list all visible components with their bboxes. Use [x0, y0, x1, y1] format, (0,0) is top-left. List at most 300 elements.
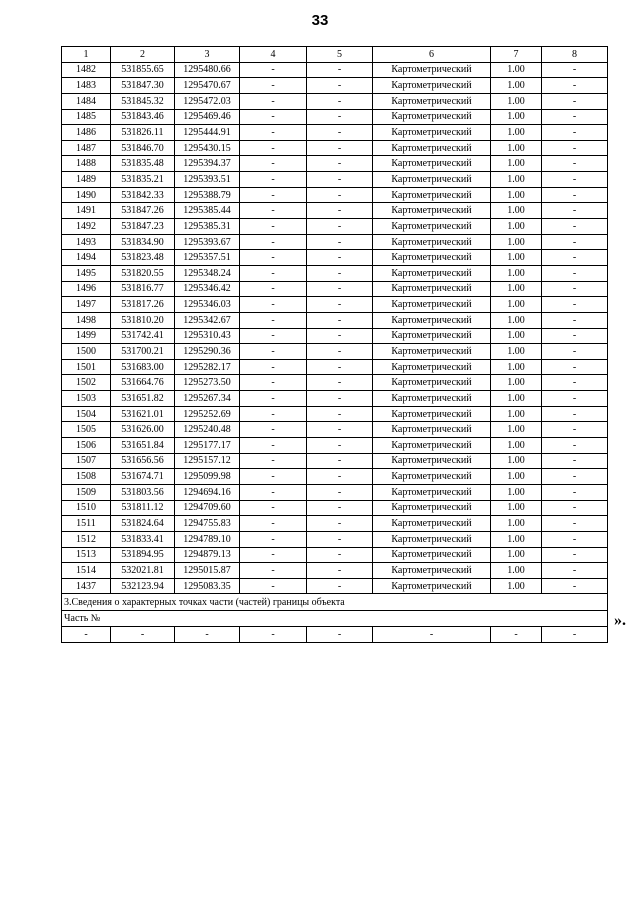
table-cell: - — [542, 187, 608, 203]
table-cell: 1511 — [62, 516, 111, 532]
table-cell: 1.00 — [491, 156, 542, 172]
table-cell: Картометрический — [373, 62, 491, 78]
table-cell: - — [307, 250, 373, 266]
table-row — [62, 578, 608, 594]
table-cell: 1513 — [62, 547, 111, 563]
table-cell: 1.00 — [491, 219, 542, 235]
table-cell: Картометрический — [373, 563, 491, 579]
table-row — [62, 547, 608, 563]
table-cell: Картометрический — [373, 328, 491, 344]
table-cell: Картометрический — [373, 531, 491, 547]
table-cell: - — [307, 627, 373, 643]
table-cell: 1294879.13 — [175, 547, 240, 563]
table-cell: Картометрический — [373, 516, 491, 532]
table-cell: - — [542, 281, 608, 297]
table-row — [62, 438, 608, 454]
table-header-row — [62, 47, 608, 63]
table-cell: 1504 — [62, 406, 111, 422]
table-cell: Картометрический — [373, 125, 491, 141]
table-cell: 1500 — [62, 344, 111, 360]
table-cell: - — [542, 234, 608, 250]
table-cell: 531816.77 — [111, 281, 175, 297]
table-cell: - — [542, 344, 608, 360]
table-cell: 1295099.98 — [175, 469, 240, 485]
table-cell: - — [240, 250, 307, 266]
table-cell: - — [240, 453, 307, 469]
table-cell: Картометрический — [373, 312, 491, 328]
table-row — [62, 375, 608, 391]
table-row — [62, 62, 608, 78]
table-cell: Картометрический — [373, 109, 491, 125]
table-cell: 531855.65 — [111, 62, 175, 78]
table-cell: - — [240, 375, 307, 391]
table-cell: - — [307, 328, 373, 344]
section-title: 3.Сведения о характерных точках части (частей) границы объекта — [62, 594, 608, 611]
table-cell: 1506 — [62, 438, 111, 454]
table-cell: - — [307, 125, 373, 141]
table-row — [62, 453, 608, 469]
table-cell: - — [542, 391, 608, 407]
table-cell: - — [491, 627, 542, 643]
table-cell: 1295177.17 — [175, 438, 240, 454]
table-cell: - — [542, 125, 608, 141]
table-cell: - — [240, 297, 307, 313]
table-row — [62, 250, 608, 266]
table-cell: - — [542, 140, 608, 156]
table-cell: 1295240.48 — [175, 422, 240, 438]
table-cell: 1295469.46 — [175, 109, 240, 125]
table-cell: 1295015.87 — [175, 563, 240, 579]
table-row — [62, 344, 608, 360]
table-cell: 1295342.67 — [175, 312, 240, 328]
table-body — [62, 47, 608, 643]
table-row — [62, 140, 608, 156]
table-row — [62, 219, 608, 235]
table-cell: - — [542, 250, 608, 266]
table-cell: Картометрический — [373, 250, 491, 266]
table-cell: 1.00 — [491, 172, 542, 188]
table-cell: - — [542, 219, 608, 235]
table-cell: 531811.12 — [111, 500, 175, 516]
table-cell: 1489 — [62, 172, 111, 188]
table-cell: - — [240, 172, 307, 188]
table-cell: - — [542, 469, 608, 485]
table-cell: 1295470.67 — [175, 78, 240, 94]
characteristic-points-table — [61, 46, 608, 643]
table-cell: - — [542, 453, 608, 469]
table-cell: 1484 — [62, 93, 111, 109]
table-cell: 1295472.03 — [175, 93, 240, 109]
table-cell: - — [307, 500, 373, 516]
table-cell: - — [307, 578, 373, 594]
table-cell: Картометрический — [373, 500, 491, 516]
table-cell: - — [62, 627, 111, 643]
table-cell: - — [542, 203, 608, 219]
table-cell: - — [240, 359, 307, 375]
table-cell: - — [307, 516, 373, 532]
table-cell: 531826.11 — [111, 125, 175, 141]
header-cell: 5 — [307, 47, 373, 63]
table-cell: 531664.76 — [111, 375, 175, 391]
table-cell: Картометрический — [373, 281, 491, 297]
table-row — [62, 203, 608, 219]
table-cell: 1294709.60 — [175, 500, 240, 516]
table-cell: 1.00 — [491, 422, 542, 438]
table-cell: Картометрический — [373, 156, 491, 172]
table-cell: 531842.33 — [111, 187, 175, 203]
table-cell: - — [542, 627, 608, 643]
table-cell: - — [240, 391, 307, 407]
table-cell: 1295430.15 — [175, 140, 240, 156]
table-row — [62, 500, 608, 516]
table-cell: 1.00 — [491, 125, 542, 141]
table-cell: - — [240, 531, 307, 547]
table-cell: - — [240, 265, 307, 281]
table-cell: - — [240, 469, 307, 485]
table-cell: 1.00 — [491, 344, 542, 360]
table-cell: 1499 — [62, 328, 111, 344]
table-cell: - — [307, 187, 373, 203]
table-cell: Картометрический — [373, 234, 491, 250]
table-row — [62, 406, 608, 422]
table-cell: 1.00 — [491, 438, 542, 454]
table-row — [62, 469, 608, 485]
table-cell: - — [307, 344, 373, 360]
table-cell: 1505 — [62, 422, 111, 438]
table-cell: - — [542, 93, 608, 109]
table-cell: - — [307, 265, 373, 281]
table-cell: - — [542, 531, 608, 547]
table-cell: 1510 — [62, 500, 111, 516]
table-cell: 1295393.51 — [175, 172, 240, 188]
table-cell: Картометрический — [373, 93, 491, 109]
table-cell: 1295267.34 — [175, 391, 240, 407]
table-cell: 1295357.51 — [175, 250, 240, 266]
table-cell: - — [307, 406, 373, 422]
table-cell: 1295273.50 — [175, 375, 240, 391]
table-cell: 1294789.10 — [175, 531, 240, 547]
table-cell: 1295393.67 — [175, 234, 240, 250]
closing-quote-mark: ». — [614, 612, 626, 629]
table-cell: 1.00 — [491, 469, 542, 485]
table-cell: 1508 — [62, 469, 111, 485]
empty-part-row — [62, 627, 608, 643]
table-cell: - — [240, 344, 307, 360]
table-cell: 1494 — [62, 250, 111, 266]
table-cell: Картометрический — [373, 219, 491, 235]
table-cell: 1.00 — [491, 234, 542, 250]
table-cell: - — [240, 234, 307, 250]
table-cell: - — [542, 172, 608, 188]
table-cell: - — [307, 359, 373, 375]
table-cell: - — [240, 312, 307, 328]
table-cell: - — [240, 500, 307, 516]
table-cell: - — [240, 281, 307, 297]
table-cell: 1.00 — [491, 484, 542, 500]
table-row — [62, 109, 608, 125]
table-cell: 1.00 — [491, 281, 542, 297]
table-row — [62, 516, 608, 532]
table-cell: - — [307, 156, 373, 172]
table-cell: 1.00 — [491, 375, 542, 391]
table-cell: Картометрический — [373, 469, 491, 485]
table-cell: 1.00 — [491, 500, 542, 516]
table-cell: 1295290.36 — [175, 344, 240, 360]
table-cell: 1514 — [62, 563, 111, 579]
table-cell: 1295252.69 — [175, 406, 240, 422]
table-cell: Картометрический — [373, 391, 491, 407]
header-cell: 6 — [373, 47, 491, 63]
table-cell: 1295385.31 — [175, 219, 240, 235]
table-cell: - — [307, 281, 373, 297]
table-cell: 1295480.66 — [175, 62, 240, 78]
table-cell: 1.00 — [491, 93, 542, 109]
table-cell: 531674.71 — [111, 469, 175, 485]
table-cell: Картометрический — [373, 422, 491, 438]
table-row — [62, 125, 608, 141]
table-cell: - — [240, 563, 307, 579]
table-row — [62, 187, 608, 203]
table-row — [62, 297, 608, 313]
table-cell: Картометрический — [373, 344, 491, 360]
table-cell: Картометрический — [373, 547, 491, 563]
table-cell: - — [542, 297, 608, 313]
table-row — [62, 563, 608, 579]
table-cell: - — [307, 453, 373, 469]
table-cell: - — [542, 516, 608, 532]
table-cell: 1488 — [62, 156, 111, 172]
table-cell: 531847.23 — [111, 219, 175, 235]
table-cell: - — [542, 62, 608, 78]
table-cell: 1.00 — [491, 62, 542, 78]
table-cell: - — [542, 547, 608, 563]
table-cell: - — [175, 627, 240, 643]
table-cell: 531621.01 — [111, 406, 175, 422]
table-row — [62, 78, 608, 94]
table-row — [62, 422, 608, 438]
table-cell: 1.00 — [491, 563, 542, 579]
table-row — [62, 391, 608, 407]
table-cell: 1295282.17 — [175, 359, 240, 375]
table-cell: - — [307, 219, 373, 235]
table-cell: - — [542, 78, 608, 94]
table-cell: 1295394.37 — [175, 156, 240, 172]
table-cell: 1509 — [62, 484, 111, 500]
table-cell: 531834.90 — [111, 234, 175, 250]
table-cell: Картометрический — [373, 578, 491, 594]
table-cell: 531894.95 — [111, 547, 175, 563]
table-cell: 531651.82 — [111, 391, 175, 407]
table-row — [62, 234, 608, 250]
table-cell: 1.00 — [491, 312, 542, 328]
table-cell: - — [240, 78, 307, 94]
table-cell: - — [307, 547, 373, 563]
table-cell: Картометрический — [373, 359, 491, 375]
table-cell: 531843.46 — [111, 109, 175, 125]
table-cell: 1.00 — [491, 187, 542, 203]
table-cell: Картометрический — [373, 203, 491, 219]
table-cell: - — [240, 203, 307, 219]
table-cell: - — [307, 375, 373, 391]
table-cell: - — [240, 219, 307, 235]
table-cell: 1.00 — [491, 531, 542, 547]
table-cell: - — [240, 62, 307, 78]
table-cell: 532021.81 — [111, 563, 175, 579]
table-cell: 1295385.44 — [175, 203, 240, 219]
table-cell: - — [240, 328, 307, 344]
table-cell: 531700.21 — [111, 344, 175, 360]
table-cell: - — [240, 406, 307, 422]
table-cell: - — [240, 438, 307, 454]
table-cell: 531847.30 — [111, 78, 175, 94]
table-cell: 531742.41 — [111, 328, 175, 344]
part-label-row — [62, 610, 608, 627]
table-cell: - — [307, 297, 373, 313]
table-cell: 1503 — [62, 391, 111, 407]
table-cell: 531845.32 — [111, 93, 175, 109]
header-cell: 8 — [542, 47, 608, 63]
table-row — [62, 265, 608, 281]
table-cell: 1.00 — [491, 78, 542, 94]
table-cell: - — [307, 78, 373, 94]
table-cell: 1497 — [62, 297, 111, 313]
table-cell: 1507 — [62, 453, 111, 469]
table-cell: 531683.00 — [111, 359, 175, 375]
table-cell: - — [542, 359, 608, 375]
table-cell: Картометрический — [373, 484, 491, 500]
table-cell: - — [542, 438, 608, 454]
table-cell: 1.00 — [491, 391, 542, 407]
table-cell: 1.00 — [491, 140, 542, 156]
header-cell: 3 — [175, 47, 240, 63]
table-cell: - — [240, 516, 307, 532]
page-number: 33 — [311, 12, 329, 29]
table-row — [62, 328, 608, 344]
table-cell: 1.00 — [491, 109, 542, 125]
table-cell: 1295388.79 — [175, 187, 240, 203]
table-row — [62, 531, 608, 547]
table-cell: Картометрический — [373, 453, 491, 469]
table-cell: - — [307, 484, 373, 500]
table-row — [62, 312, 608, 328]
table-cell: - — [542, 375, 608, 391]
table-cell: 1295348.24 — [175, 265, 240, 281]
table-cell: - — [240, 156, 307, 172]
table-cell: - — [307, 391, 373, 407]
table-cell: 1502 — [62, 375, 111, 391]
table-cell: 531820.55 — [111, 265, 175, 281]
table-cell: - — [307, 563, 373, 579]
table-cell: - — [240, 484, 307, 500]
table-cell: - — [542, 406, 608, 422]
table-cell: 1295083.35 — [175, 578, 240, 594]
table-cell: 1.00 — [491, 265, 542, 281]
table-cell: - — [240, 125, 307, 141]
table-cell: - — [240, 109, 307, 125]
table-cell: Картометрический — [373, 438, 491, 454]
table-cell: 531823.48 — [111, 250, 175, 266]
table-cell: 531847.26 — [111, 203, 175, 219]
table-row — [62, 172, 608, 188]
table-cell: 1487 — [62, 140, 111, 156]
table-cell: 1.00 — [491, 328, 542, 344]
table-cell: 1496 — [62, 281, 111, 297]
table-cell: - — [373, 627, 491, 643]
table-cell: 1512 — [62, 531, 111, 547]
table-cell: 1495 — [62, 265, 111, 281]
table-cell: 1486 — [62, 125, 111, 141]
table-cell: 1295157.12 — [175, 453, 240, 469]
table-cell: 1295444.91 — [175, 125, 240, 141]
table-cell: - — [240, 547, 307, 563]
table-row — [62, 93, 608, 109]
table-cell: 531835.48 — [111, 156, 175, 172]
table-cell: - — [542, 563, 608, 579]
table-cell: 1.00 — [491, 297, 542, 313]
table-cell: 532123.94 — [111, 578, 175, 594]
table-cell: - — [240, 140, 307, 156]
table-cell: 1491 — [62, 203, 111, 219]
table-cell: Картометрический — [373, 406, 491, 422]
table-cell: - — [240, 422, 307, 438]
table-row — [62, 359, 608, 375]
table-cell: 531656.56 — [111, 453, 175, 469]
table-cell: 531835.21 — [111, 172, 175, 188]
table-cell: 1.00 — [491, 359, 542, 375]
table-cell: 531846.70 — [111, 140, 175, 156]
table-cell: 1294755.83 — [175, 516, 240, 532]
table-cell: 1498 — [62, 312, 111, 328]
header-cell: 4 — [240, 47, 307, 63]
table-row — [62, 156, 608, 172]
table-cell: - — [542, 312, 608, 328]
table-cell: 531817.26 — [111, 297, 175, 313]
table-cell: - — [307, 172, 373, 188]
table-cell: 1490 — [62, 187, 111, 203]
table-cell: Картометрический — [373, 172, 491, 188]
table-cell: 1493 — [62, 234, 111, 250]
table-cell: - — [542, 156, 608, 172]
table-cell: - — [240, 578, 307, 594]
table-cell: 531626.00 — [111, 422, 175, 438]
table-cell: Картометрический — [373, 265, 491, 281]
table-cell: - — [307, 469, 373, 485]
table-cell: 1483 — [62, 78, 111, 94]
table-cell: 531824.64 — [111, 516, 175, 532]
table-cell: Картометрический — [373, 375, 491, 391]
table-cell: - — [542, 109, 608, 125]
table-cell: 1492 — [62, 219, 111, 235]
table-cell: - — [542, 422, 608, 438]
table-cell: 1294694.16 — [175, 484, 240, 500]
table-cell: - — [307, 531, 373, 547]
table-cell: 1.00 — [491, 578, 542, 594]
table-cell: 1.00 — [491, 547, 542, 563]
table-cell: 531810.20 — [111, 312, 175, 328]
table-cell: 1485 — [62, 109, 111, 125]
table-cell: - — [307, 438, 373, 454]
table-cell: - — [307, 140, 373, 156]
table-cell: - — [307, 312, 373, 328]
table-cell: - — [307, 203, 373, 219]
header-cell: 1 — [62, 47, 111, 63]
table-cell: - — [307, 109, 373, 125]
table-cell: - — [240, 93, 307, 109]
table-cell: 1.00 — [491, 250, 542, 266]
table-cell: - — [542, 328, 608, 344]
section-title-row — [62, 594, 608, 611]
table-cell: 531833.41 — [111, 531, 175, 547]
